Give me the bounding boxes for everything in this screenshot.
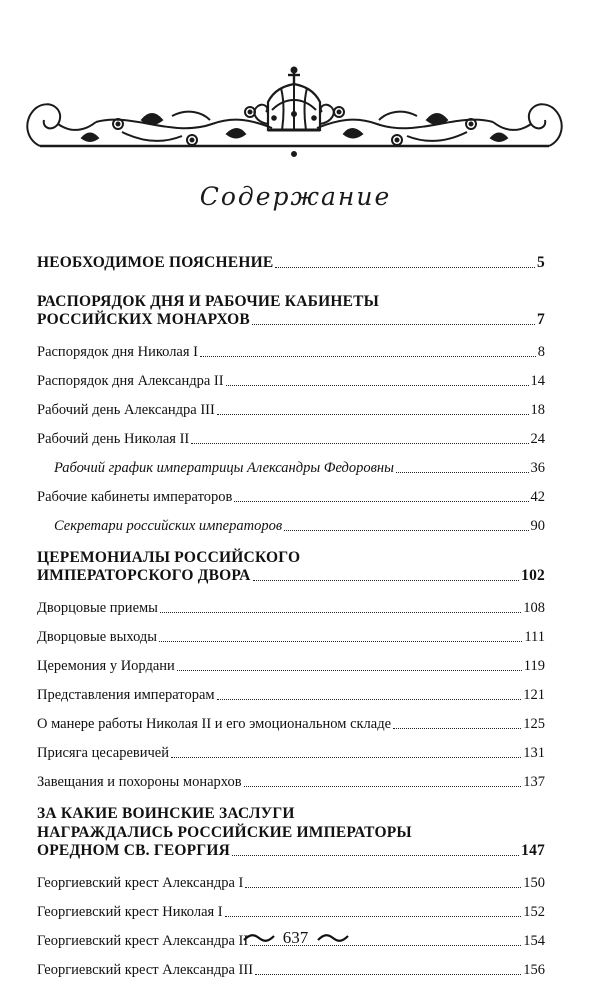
toc-section-heading [37,548,545,585]
toc-section-heading [37,804,545,860]
toc-entry [37,459,545,477]
toc-entry-label: Секретари российских императоров [54,518,283,534]
toc-section-heading-line: РАСПОРЯДОК ДНЯ И РАБОЧИЕ КАБИНЕТЫ [37,293,380,310]
toc-entry-label: Церемония у Иордани [37,658,175,674]
leader-dots [255,974,521,975]
leader-dots [191,443,528,444]
toc-entry-label: Рабочие кабинеты императоров [37,489,233,505]
swash-left-icon [242,932,276,944]
toc-page-number: 121 [523,687,545,703]
toc-entry-label: Георгиевский крест Александра I [37,875,244,891]
toc-entry [37,961,545,979]
toc-entry-label: Георгиевский крест Александра III [37,962,254,978]
toc-entry [37,657,545,675]
toc-entry-label: Дворцовые выходы [37,629,158,645]
toc-entry-label: Георгиевский крест Александра II [37,933,249,949]
toc-page-number: 137 [523,774,545,790]
leader-dots [284,530,528,531]
toc-entry-label: НЕОБХОДИМОЕ ПОЯСНЕНИЕ [37,254,274,271]
toc-entry-label: Георгиевский крест Николая I [37,904,223,920]
toc-page-number: 119 [523,658,545,674]
toc-entry-label: Рабочий день Николая II [37,431,190,447]
toc-entry [37,599,545,617]
toc-section-heading [37,292,545,329]
page-number: 637 [282,928,309,948]
toc-entry [37,903,545,921]
toc-entry-label: О манере работы Николая II и его эмоциональном складе [37,716,392,732]
leader-dots [225,916,522,917]
toc-entry [37,517,545,535]
toc-section-entry [37,311,545,329]
toc-page-number: 125 [523,716,545,732]
leader-dots [217,414,529,415]
leader-dots [159,641,522,642]
toc-page-number: 14 [530,373,545,389]
leader-dots [226,385,529,386]
toc-page-number: 8 [537,344,545,360]
toc-entry [37,744,545,762]
leader-dots [396,472,529,473]
toc-entry-label: Распорядок дня Александра II [37,373,224,389]
toc-page-number: 102 [521,567,545,584]
toc-page-number: 7 [537,311,545,328]
toc-section-entry [37,842,545,860]
toc-entry [37,430,545,448]
toc-page-number: 42 [530,489,545,505]
leader-dots [234,501,528,502]
toc-entry-label: Рабочий график императрицы Александры Федоровны [54,460,394,476]
toc-section-heading-line: НАГРАЖДАЛИСЬ РОССИЙСКИЕ ИМПЕРАТОРЫ [37,824,412,841]
toc-page-number: 154 [523,933,545,949]
leader-dots [252,324,535,325]
leader-dots [160,612,521,613]
toc-page-number: 18 [530,402,545,418]
toc-entry-label: Присяга цесаревичей [37,745,169,761]
toc-page-number: 131 [523,745,545,761]
leader-dots [200,356,536,357]
toc-page-number: 36 [530,460,545,476]
page-title: Содержание [199,182,392,211]
toc-entry [37,401,545,419]
toc-entry [37,488,545,506]
toc-entry [37,686,545,704]
toc-page-number: 24 [530,431,545,447]
toc-page-number: 111 [524,629,545,645]
leader-dots [177,670,522,671]
toc-entry-label: ИМПЕРАТОРСКОГО ДВОРА [37,567,251,584]
toc-section-entry [37,567,545,585]
leader-dots [253,580,520,581]
toc-entry-label: Завещания и похороны монархов [37,774,242,790]
leader-dots [244,786,522,787]
toc-page-number: 156 [523,962,545,978]
toc-entry-label: Распорядок дня Николая I [37,344,198,360]
leader-dots [275,267,535,268]
toc-entry-label: Рабочий день Александра III [37,402,215,418]
toc-entry-label: Дворцовые приемы [37,600,158,616]
leader-dots [245,887,521,888]
toc-section-heading-line: ЦЕРЕМОНИАЛЫ РОССИЙСКОГО [37,549,301,566]
crown-ornament-icon [22,50,567,170]
toc-entry-label: РОССИЙСКИХ МОНАРХОВ [37,311,250,328]
leader-dots [232,855,519,856]
toc-page-number: 147 [521,842,545,859]
toc-entry-label: Представления императорам [37,687,215,703]
table-of-contents [37,250,545,979]
toc-section-heading-line: ЗА КАКИЕ ВОИНСКИЕ ЗАСЛУГИ [37,805,295,822]
leader-dots [217,699,522,700]
toc-entry [37,372,545,390]
toc-section-entry [37,254,545,272]
toc-entry [37,874,545,892]
toc-page-number: 5 [537,254,545,271]
toc-page-number: 108 [523,600,545,616]
page-footer [0,927,591,948]
toc-page-number: 90 [530,518,545,534]
toc-entry [37,343,545,361]
toc-entry [37,628,545,646]
leader-dots [393,728,521,729]
toc-entry-label: ОРЕДНОМ СВ. ГЕОРГИЯ [37,842,231,859]
toc-page-number: 150 [523,875,545,891]
toc-page-number: 152 [523,904,545,920]
toc-entry [37,715,545,733]
toc-entry [37,773,545,791]
leader-dots [171,757,521,758]
swash-right-icon [316,932,350,944]
